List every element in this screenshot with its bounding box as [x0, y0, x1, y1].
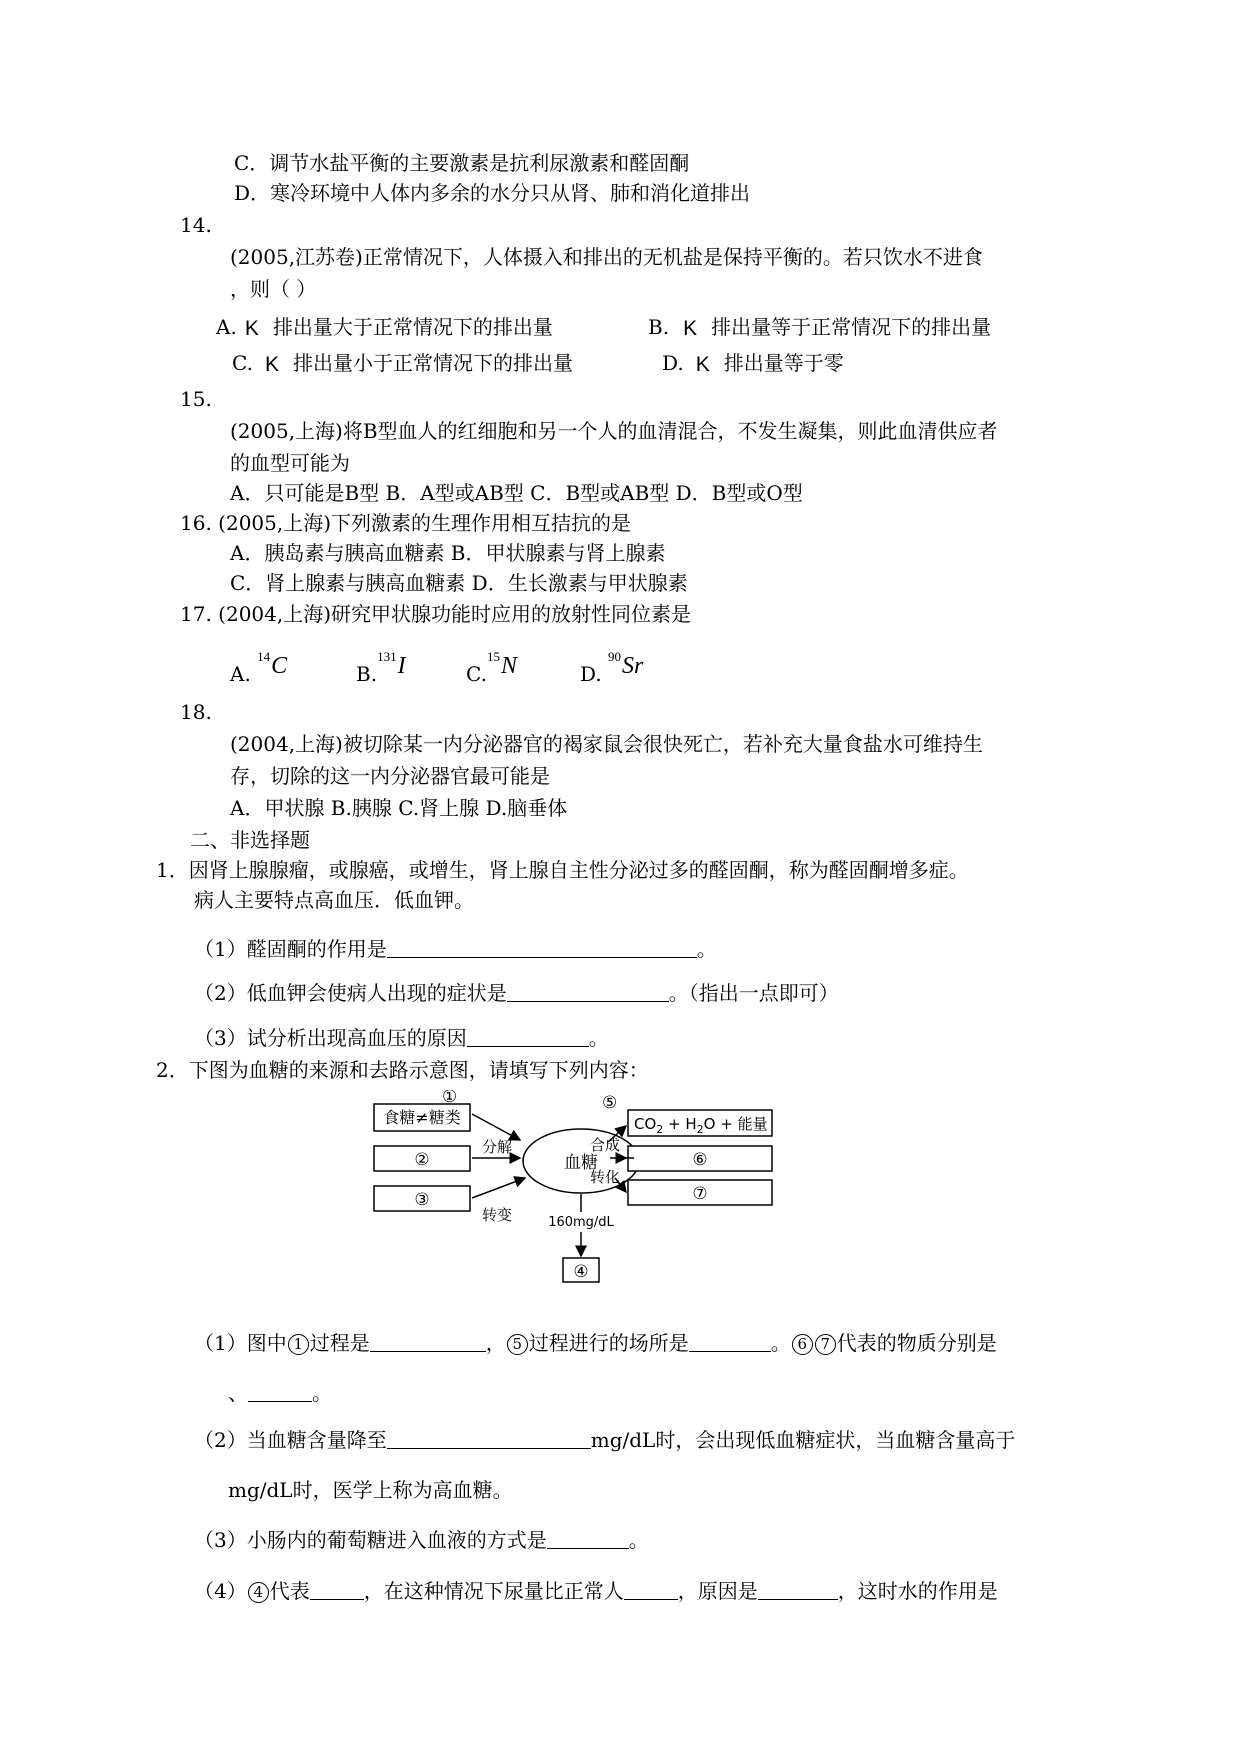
q17-option-a — [230, 649, 288, 687]
subquestion-text: 。 — [588, 1026, 609, 1050]
subquestion-text: ， — [485, 1331, 506, 1355]
q17-option-d — [580, 649, 644, 687]
section-heading: 二、非选择题 — [190, 828, 310, 852]
energy-text: O + 能量 — [703, 1115, 768, 1133]
circled-number-5: ⑤ — [602, 1093, 618, 1113]
subquestion-text: ，在这种情况下尿量比正常人 — [363, 1579, 624, 1603]
subquestion-text: 、 — [228, 1381, 248, 1405]
subquestion-text: 。 — [770, 1331, 791, 1355]
potassium-symbol: K — [695, 353, 710, 376]
p2-subquestion-1 — [194, 1330, 997, 1356]
p1-subquestion-1 — [194, 936, 717, 962]
subquestion-text: 。 — [696, 937, 717, 961]
option-letter: A. — [230, 662, 251, 686]
q17-stem: 17. (2004,上海)研究甲状腺功能时应用的放射性同位素是 — [180, 602, 692, 626]
isotope-symbol: N — [500, 653, 517, 679]
blood-glucose-label: 血糖 — [564, 1153, 598, 1173]
option-letter: D. — [580, 662, 602, 686]
q14-option-a — [216, 314, 553, 342]
p1-stem-line1: 1．因肾上腺腺瘤，或腺癌，或增生，肾上腺自主性分泌过多的醛固酮，称为醛固酮增多症。 — [156, 858, 969, 882]
option-letter: B. — [356, 662, 378, 686]
subscript-2: 2 — [696, 1123, 704, 1136]
q16-options-cd: C．肾上腺素与胰高血糖素 D．生长激素与甲状腺素 — [230, 571, 688, 595]
circled-number-6: 6 — [792, 1334, 813, 1355]
q15-stem-line1: (2005,上海)将B型血人的红细胞和另一个人的血清混合，不发生凝集，则此血清供应者 — [230, 419, 998, 443]
nitrogen-15-isotope — [486, 649, 517, 679]
blood-glucose-diagram — [370, 1090, 875, 1310]
carbon-14-isotope — [257, 649, 288, 679]
threshold-label: 160mg/dL — [548, 1215, 614, 1230]
subquestion-text: （3）试分析出现高血压的原因 — [194, 1026, 467, 1050]
iodine-131-isotope — [377, 649, 406, 679]
potassium-symbol: K — [683, 317, 698, 340]
subquestion-text: 过程是 — [309, 1331, 370, 1355]
strontium-90-isotope — [608, 649, 644, 679]
subquestion-text: 代表 — [269, 1579, 310, 1603]
circled-number-3: ③ — [414, 1190, 430, 1210]
circled-number-7: ⑦ — [692, 1184, 708, 1204]
q14-option-d — [662, 350, 844, 378]
q18-options: A．甲状腺 B.胰腺 C.肾上腺 D.脑垂体 — [230, 796, 568, 820]
circled-number-5: 5 — [507, 1334, 528, 1355]
circled-number-1: ① — [442, 1090, 458, 1107]
answer-blank[interactable] — [310, 1579, 364, 1600]
q15-number: 15. — [180, 387, 212, 411]
circled-number-7: 7 — [815, 1334, 836, 1355]
water-text: + H — [663, 1115, 697, 1133]
p1-subquestion-3 — [194, 1025, 609, 1051]
q13-option-d: D．寒冷环境中人体内多余的水分只从肾、肺和消化道排出 — [234, 181, 751, 205]
isotope-mass: 15 — [486, 649, 500, 664]
co2-text: CO — [634, 1115, 657, 1133]
p2-subquestion-1-cont — [228, 1380, 332, 1406]
q15-stem-line2: 的血型可能为 — [230, 451, 350, 475]
option-text: 排出量等于零 — [723, 351, 844, 375]
isotope-mass: 131 — [377, 649, 397, 664]
subquestion-text: mg/dL时，会出现低血糖症状，当血糖含量高于 — [590, 1428, 1016, 1452]
p2-subquestion-3 — [194, 1527, 649, 1553]
subquestion-text: （2）低血钾会使病人出现的症状是 — [194, 981, 507, 1005]
arrow-3 — [472, 1178, 525, 1198]
answer-blank[interactable] — [370, 1331, 486, 1352]
circled-number-4: 4 — [248, 1582, 269, 1603]
p1-stem-line2: 病人主要特点高血压．低血钾。 — [194, 888, 474, 912]
option-letter: C. — [232, 351, 253, 375]
isotope-symbol: C — [271, 653, 288, 679]
q17-option-b — [356, 649, 406, 687]
subquestion-text: （1）醛固酮的作用是 — [194, 937, 387, 961]
subquestion-text: 。 — [628, 1528, 649, 1552]
q18-stem-line2: 存，切除的这一内分泌器官最可能是 — [230, 764, 550, 788]
answer-blank[interactable] — [507, 981, 669, 1002]
decompose-label: 分解 — [482, 1138, 513, 1156]
subquestion-text: 。（指出一点即可） — [668, 981, 839, 1005]
q18-stem-line1: (2004,上海)被切除某一内分泌器官的褐家鼠会很快死亡，若补充大量食盐水可维持生 — [230, 732, 983, 756]
food-sugar-label: 食糖≠糖类 — [383, 1108, 461, 1127]
isotope-mass: 90 — [608, 649, 622, 664]
q16-stem: 16. (2005,上海)下列激素的生理作用相互拮抗的是 — [180, 511, 632, 535]
circled-number-4: ④ — [573, 1262, 589, 1282]
subquestion-text: （1）图中 — [194, 1331, 287, 1355]
potassium-symbol: K — [264, 353, 279, 376]
p2-subquestion-2 — [194, 1427, 1015, 1453]
q13-option-c: C．调节水盐平衡的主要激素是抗利尿激素和醛固酮 — [234, 151, 690, 175]
answer-blank[interactable] — [467, 1026, 589, 1047]
subscript-2: 2 — [656, 1123, 664, 1136]
subquestion-text: ，这时水的作用是 — [837, 1579, 998, 1603]
subquestion-text: （2）当血糖含量降至 — [194, 1428, 387, 1452]
option-letter: C. — [466, 662, 487, 686]
subquestion-text: （4） — [194, 1579, 247, 1603]
transform-label: 转变 — [482, 1206, 513, 1224]
q14-stem-line1: (2005,江苏卷)正常情况下，人体摄入和排出的无机盐是保持平衡的。若只饮水不进食 — [230, 245, 983, 269]
answer-blank[interactable] — [547, 1528, 629, 1549]
circled-number-6: ⑥ — [692, 1150, 708, 1170]
p2-stem: 2．下图为血糖的来源和去路示意图，请填写下列内容： — [156, 1058, 649, 1082]
subquestion-text: 。 — [312, 1381, 332, 1405]
q14-number: 14. — [180, 213, 212, 237]
answer-blank[interactable] — [758, 1579, 838, 1600]
subquestion-text: （3）小肠内的葡萄糖进入血液的方式是 — [194, 1528, 547, 1552]
p2-subquestion-4 — [194, 1578, 998, 1604]
synthesis-label: 合成 — [590, 1136, 621, 1154]
answer-blank[interactable] — [387, 1428, 591, 1449]
conversion-label: 转化 — [590, 1168, 621, 1186]
circled-number-2: ② — [414, 1150, 430, 1170]
q18-number: 18. — [180, 700, 212, 724]
option-text: 排出量大于正常情况下的排出量 — [272, 315, 553, 339]
answer-blank[interactable] — [689, 1331, 771, 1352]
answer-blank[interactable] — [624, 1579, 678, 1600]
isotope-symbol: I — [397, 653, 406, 679]
q15-options: A．只可能是B型 B．A型或AB型 C．B型或AB型 D．B型或O型 — [230, 481, 803, 505]
option-text: 排出量等于正常情况下的排出量 — [711, 315, 992, 339]
p1-subquestion-2 — [194, 980, 839, 1006]
subquestion-text: 代表的物质分别是 — [836, 1331, 997, 1355]
q14-stem-line2: ，则（ ） — [230, 277, 317, 301]
q17-option-c — [466, 649, 517, 687]
answer-blank[interactable] — [248, 1381, 312, 1402]
answer-blank[interactable] — [387, 937, 697, 958]
option-text: 排出量小于正常情况下的排出量 — [292, 351, 573, 375]
subquestion-text: 过程进行的场所是 — [528, 1331, 689, 1355]
option-letter: B. — [648, 315, 670, 339]
circled-number-1: 1 — [288, 1334, 309, 1355]
isotope-symbol: Sr — [622, 653, 644, 679]
p2-subquestion-2-cont: mg/dL时，医学上称为高血糖。 — [228, 1478, 513, 1502]
q16-options-ab: A．胰岛素与胰高血糖素 B．甲状腺素与肾上腺素 — [230, 541, 666, 565]
subquestion-text: ，原因是 — [677, 1579, 758, 1603]
option-letter: D. — [662, 351, 684, 375]
arrow-1 — [472, 1114, 520, 1140]
q14-option-b — [648, 314, 991, 342]
q14-option-c — [232, 350, 573, 378]
isotope-mass: 14 — [257, 649, 271, 664]
potassium-symbol: K — [244, 317, 259, 340]
option-letter: A. — [216, 315, 237, 339]
